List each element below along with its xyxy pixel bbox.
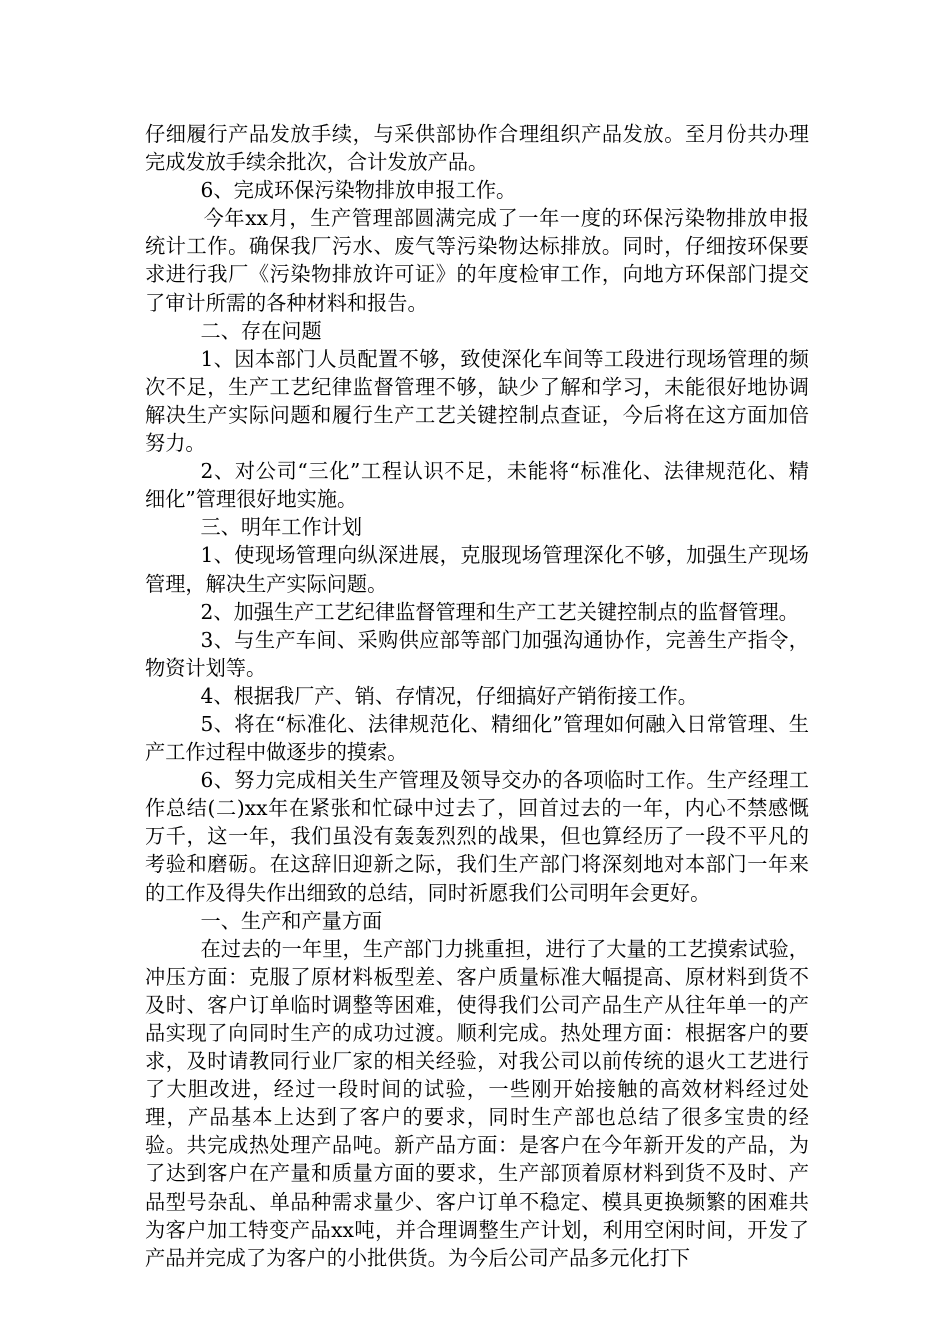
section-heading-problems: 二、存在问题 <box>200 318 322 343</box>
plan-item-5: 5、将在“标准化、法律规范化、精细化”管理如何融入日常管理、生产工作过程中做逐步的摸索。 <box>145 711 809 765</box>
problem-item-2: 2、对公司“三化”工程认识不足，未能将“标准化、法律规范化、精细化”管理很好地实施。 <box>145 459 809 512</box>
paragraph-continuation: 仔细履行产品发放手续，与采供部协作合理组织产品发放。至月份共办理完成发放手续余批次，合计发放产品。 <box>145 122 809 175</box>
plan-item-3: 3、与生产车间、采购供应部等部门加强沟通协作，完善生产指令，物资计划等。 <box>145 627 809 680</box>
paragraph-production: 在过去的一年里，生产部门力挑重担，进行了大量的工艺摸索试验，冲压方面：克服了原材料板型差、客户质量标准大幅提高、原材料到货不及时、客户订单临时调整等困难，使得我们公司产品生产从往年单一的产品实现了向同时生产的成功过渡。顺利完成。热处理方面：根据客户的要求，及时请教同行业厂家的相关经验，对我公司以前传统的退火工艺进行了大胆改进，经过一段时间的试验，一些刚开始接触的高效材料经过处理，产品基本上达到了客户的要求，同时生产部也总结了很多宝贵的经验。共完成热处理产品吨。新产品方面：是客户在今年新开发的产品，为了达到客户在产量和质量方面的要求，生产部顶着原材料到货不及时、产品型号杂乱、单品种需求量少、客户订单不稳定、模具更换频繁的困难共为客户加工特变产品xx吨，并合理调整生产计划，利用空闲时间，开发了产品并完成了为客户的小批供货。为今后公司产品多元化打下 <box>145 936 809 1270</box>
plan-item-1: 1、使现场管理向纵深进展，克服现场管理深化不够，加强生产现场管理，解决生产实际问题。 <box>145 543 809 596</box>
section-heading-production: 一、生产和产量方面 <box>200 908 383 933</box>
plan-item-4: 4、根据我厂产、销、存情况，仔细搞好产销衔接工作。 <box>200 683 698 708</box>
plan-item-6: 6、努力完成相关生产管理及领导交办的各项临时工作。生产经理工作总结(二)xx年在紧张和忙碌中过去了，回首过去的一年，内心不禁感慨万千，这一年，我们虽没有轰轰烈烈的战果，但也算经历了一段不平凡的考验和磨砺。在这辞旧迎新之际，我们生产部门将深刻地对本部门一年来的工作及得失作出细致的总结，同时祈愿我们公司明年会更好。 <box>145 768 809 905</box>
paragraph-environmental: 今年xx月，生产管理部圆满完成了一年一度的环保污染物排放申报统计工作。确保我厂污水、废气等污染物达标排放。同时，仔细按环保要求进行我厂《污染物排放许可证》的年度检审工作，向地方环保部门提交了审计所需的各种材料和报告。 <box>145 206 809 315</box>
problem-item-1: 1、因本部门人员配置不够，致使深化车间等工段进行现场管理的频次不足，生产工艺纪律监督管理不够，缺少了解和学习，未能很好地协调解决生产实际问题和履行生产工艺关键控制点查证，今后将在这方面加倍努力。 <box>145 346 809 456</box>
item-environmental-report: 6、完成环保污染物排放申报工作。 <box>200 178 517 203</box>
plan-item-2: 2、加强生产工艺纪律监督管理和生产工艺关键控制点的监督管理。 <box>200 599 799 624</box>
section-heading-plan: 三、明年工作计划 <box>200 515 363 540</box>
document-body <box>145 120 809 1272</box>
